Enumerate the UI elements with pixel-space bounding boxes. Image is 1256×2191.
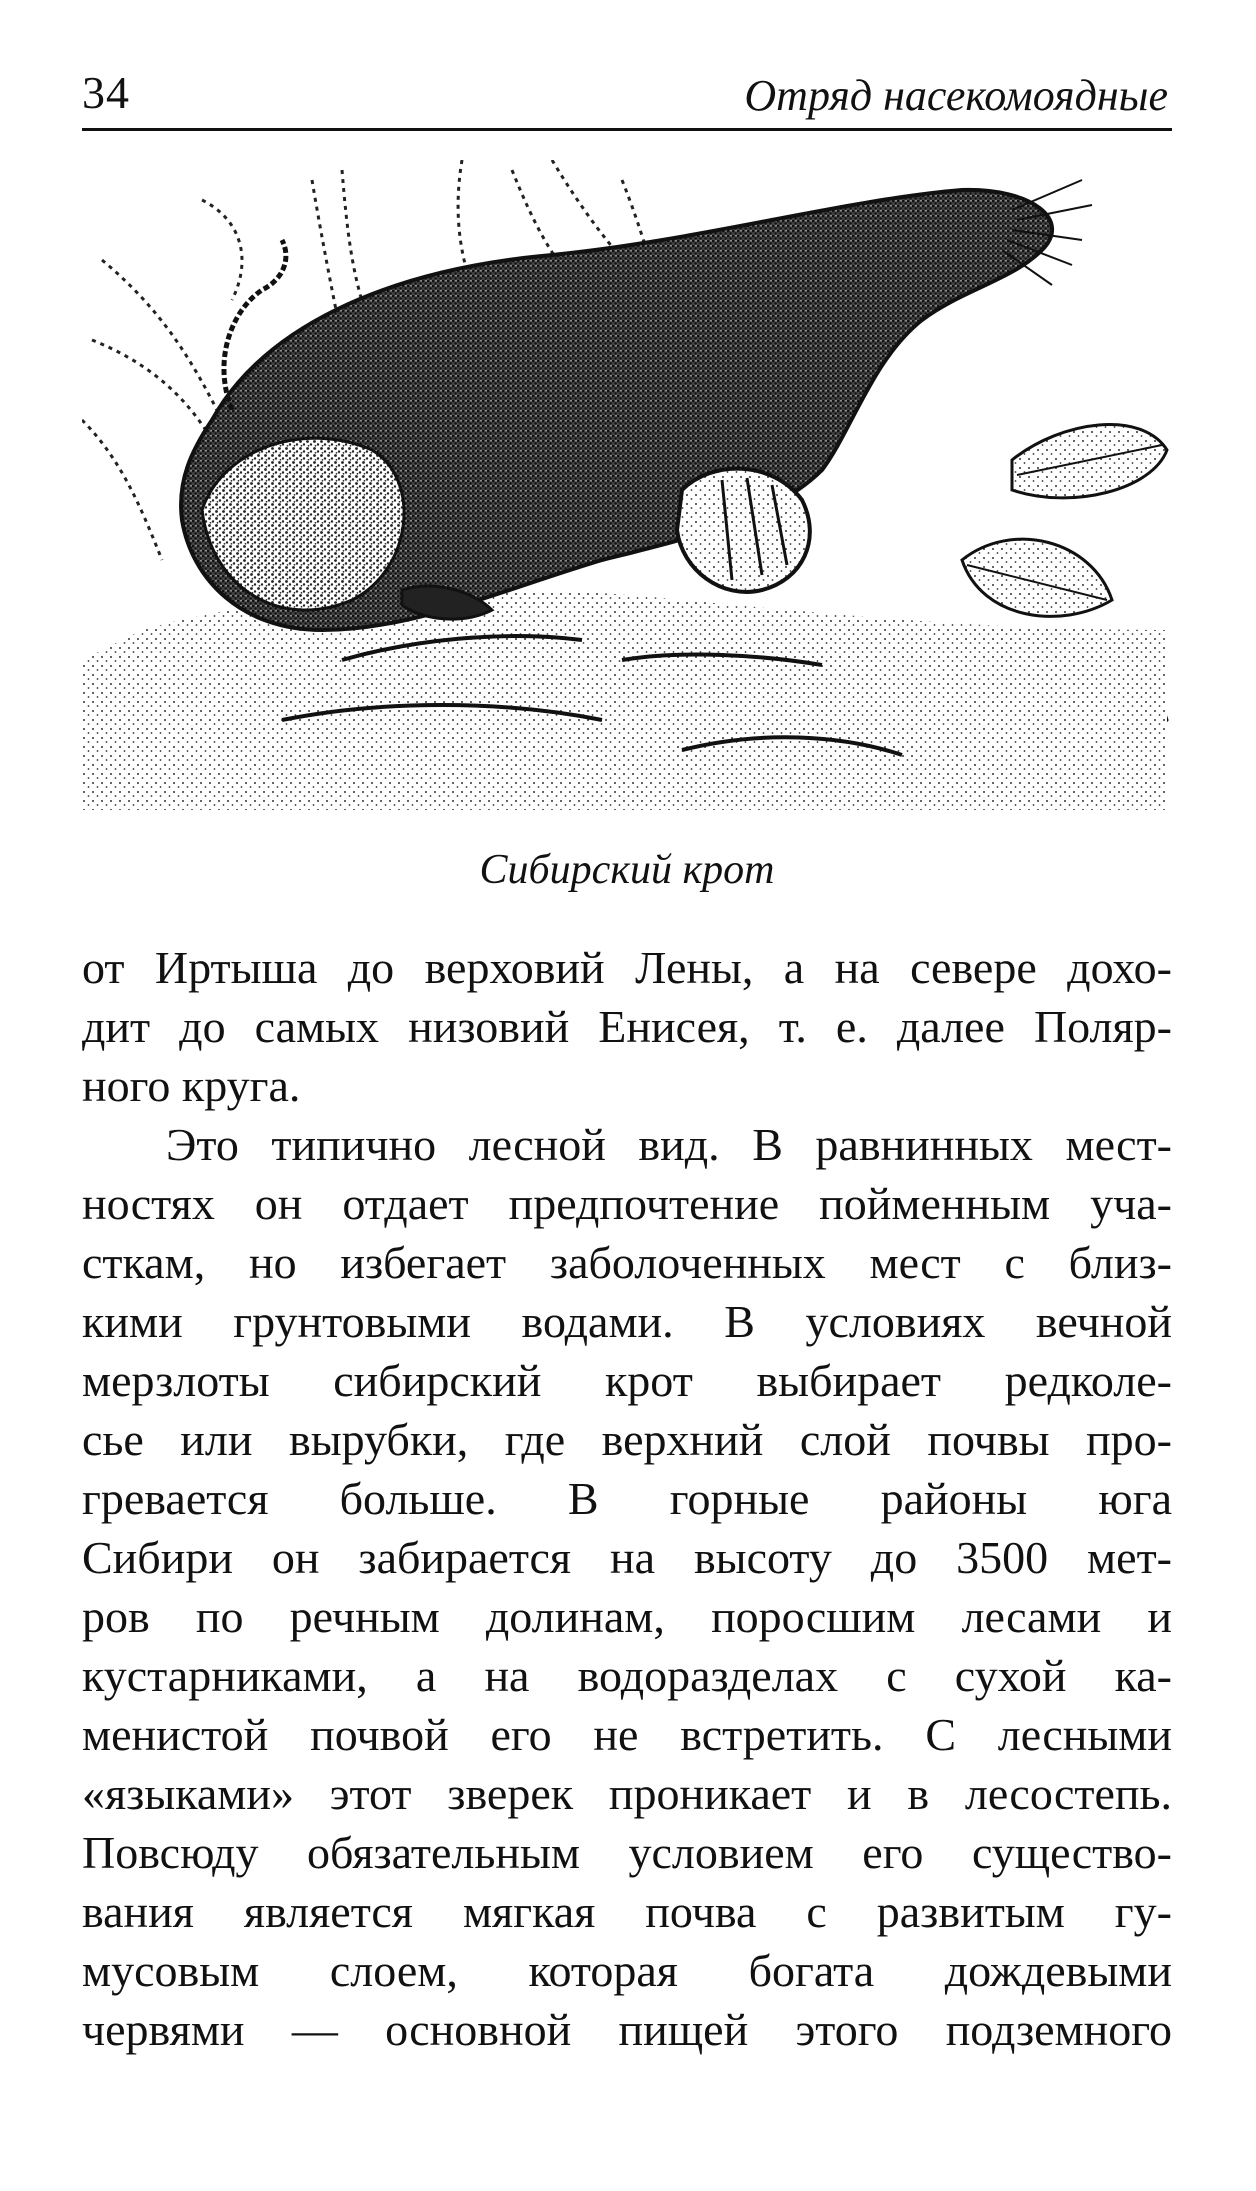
text-line: дит до самых низовий Енисея, т. е. далее Поляр- (82, 1001, 1172, 1052)
text-line: червями — основной пищей этого подземного (82, 2004, 1172, 2055)
text-line: вания является мягкая почва с развитым гу- (82, 1886, 1172, 1937)
paragraph-first-line: Это типично лесной вид. В равнинных мест- (166, 1119, 1172, 1170)
text-line: сье или вырубки, где верхний слой почвы про- (82, 1414, 1172, 1465)
page-number: 34 (82, 67, 130, 118)
ground (82, 590, 1167, 810)
text-line: мусовым слоем, которая богата дождевыми (82, 1945, 1172, 1996)
text-line: Сибири он забирается на высоту до 3500 мет- (82, 1532, 1172, 1583)
body-text (82, 938, 1172, 2059)
text-line: «языками» этот зверек проникает и в лесостепь. (82, 1768, 1172, 1819)
text-line: Повсюду обязательным условием его существо- (82, 1827, 1172, 1878)
text-line: ров по речным долинам, поросшим лесами и (82, 1591, 1172, 1642)
text-line: ного круга. (82, 1060, 301, 1111)
text-line: кими грунтовыми водами. В условиях вечной (82, 1296, 1172, 1347)
page-header (82, 58, 1172, 131)
figure-caption: Сибирский крот (479, 847, 775, 893)
mole-illustration (82, 160, 1172, 810)
mole-front-paw (677, 469, 810, 592)
running-head: Отряд насекомоядные (744, 71, 1168, 120)
text-line: менистой почвой его не встретить. С лесными (82, 1709, 1172, 1760)
text-line: ностях он отдает предпочтение пойменным уча- (82, 1178, 1172, 1229)
text-line: от Иртыша до верховий Лены, а на севере дохо- (82, 942, 1172, 993)
text-line: гревается больше. В горные районы юга (82, 1473, 1172, 1524)
text-line: мерзлоты сибирский крот выбирает редколе- (82, 1355, 1172, 1406)
text-line: сткам, но избегает заболоченных мест с близ- (82, 1237, 1172, 1288)
text-line: кустарниками, а на водоразделах с сухой ка- (82, 1650, 1172, 1701)
